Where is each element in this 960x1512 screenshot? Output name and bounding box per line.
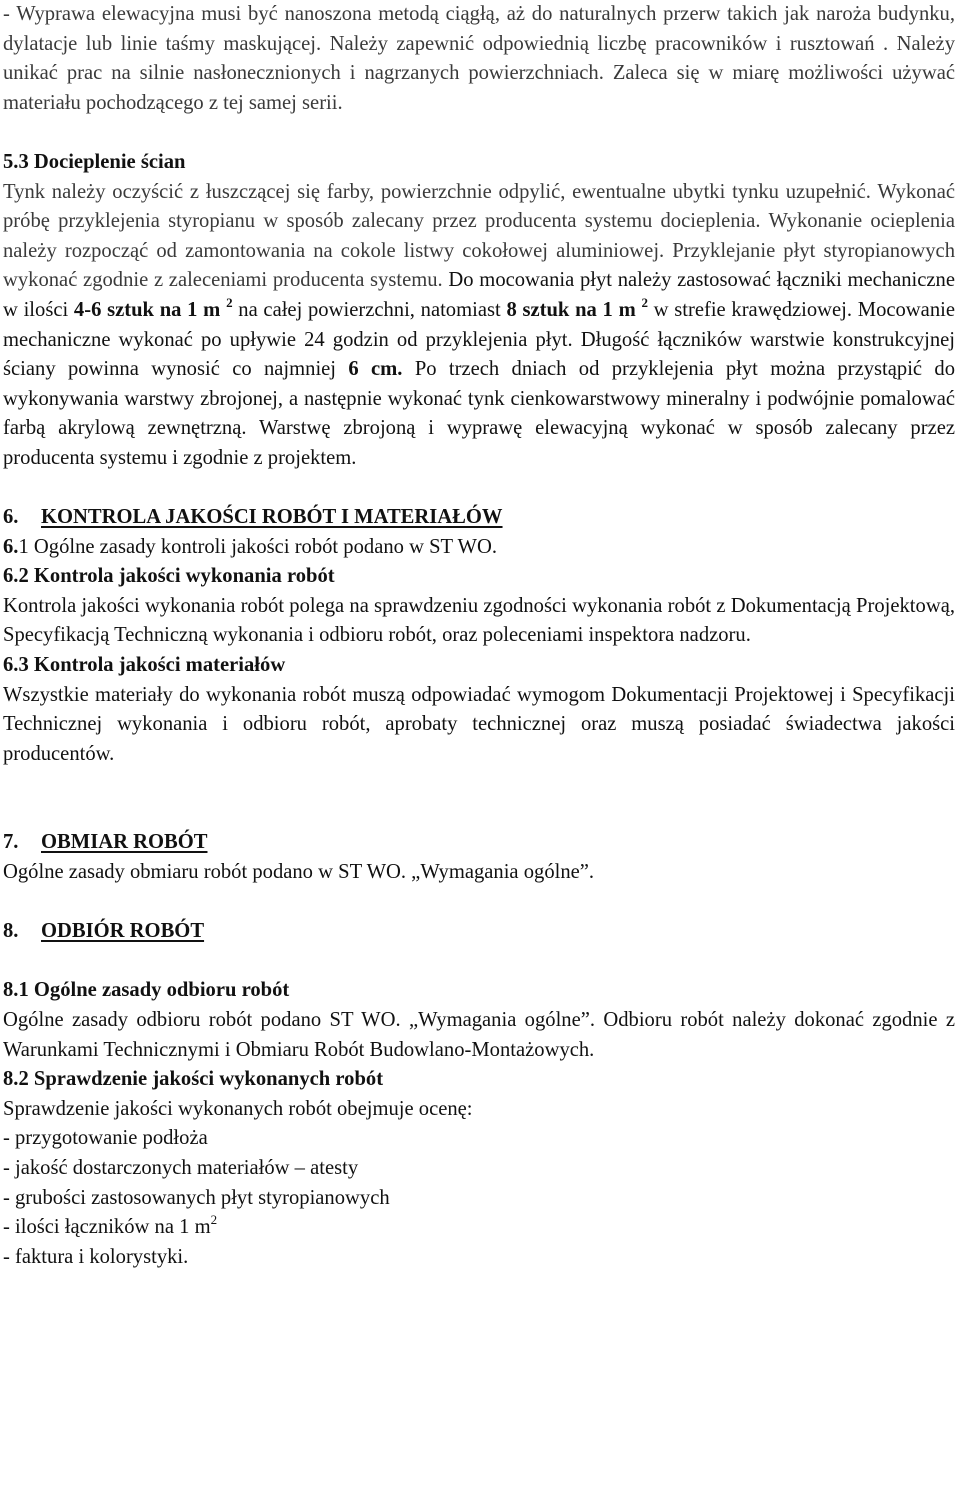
section-title: 1 Ogólne zasady odbioru robót <box>18 979 290 1002</box>
section-8-2-body: Sprawdzenie jakości wykonanych robót obejmuje ocenę: <box>3 1097 473 1120</box>
quantity-highlight: 4-6 sztuk na 1 m $^2$ <box>73 294 233 321</box>
spacer <box>3 474 955 504</box>
section-title: 2 Kontrola jakości wykonania robót <box>18 565 335 588</box>
section-7-heading <box>3 828 955 858</box>
min-length-highlight: 6 cm. <box>348 358 403 381</box>
check-list <box>3 1124 955 1272</box>
document-page <box>3 0 955 1272</box>
body-text: Po trzech dniach od przyklejenia płyt można przystąpić do wykonywania warstwy zbrojonej, a następnie wykonać tynk cienkowarstwowy mineralny i podwójnie pomalować farbą akrylową zewnętrzną. Warstwę zbrojoną i wyprawę elewacyjną wykonać w sposób zalecany przez producenta systemu i zgodnie z projektem. <box>3 358 955 469</box>
section-number: 6. <box>3 535 19 558</box>
list-item: - faktura i kolorystyki. <box>3 1245 189 1268</box>
section-6-1 <box>3 533 955 563</box>
section-title: ODBIÓR ROBÓT <box>41 920 205 943</box>
spacer <box>3 888 955 918</box>
body-text: w strefie krawędziowej. Mocowanie mechaniczne wykonać po upływie 24 godzin od przyklejenia płyt. Długość łączników warstwie konstrukcyjnej ściany powinna wynosić co najmniej <box>3 298 955 381</box>
section-5-3-body <box>3 178 955 474</box>
section-8-2-heading <box>3 1065 955 1095</box>
section-title: 3 Kontrola jakości materiałów <box>18 654 286 677</box>
body-text: Do mocowania płyt należy zastosować łączniki mechaniczne w ilości <box>3 269 955 321</box>
section-6-2-body: Kontrola jakości wykonania robót polega na sprawdzeniu zgodności wykonania robót z Dokumentacją Projektową, Specyfikacją Techniczną wykonania i odbioru robót, oraz poleceniami inspektora nadzoru. <box>3 594 955 647</box>
section-title: OBMIAR ROBÓT <box>41 831 208 854</box>
section-8-1-body: Ogólne zasady odbioru robót podano ST WO. „Wymagania ogólne”. Odbioru robót należy dokonać zgodnie z Warunkami Technicznymi i Obmiaru Robót Budowlano-Montażowych. <box>3 1009 955 1061</box>
section-number: 8. <box>3 1068 19 1091</box>
list-item: - przygotowanie podłoża <box>3 1127 208 1150</box>
section-8-1-heading <box>3 976 955 1006</box>
section-number: 5. <box>3 150 19 173</box>
section-number: 8. <box>3 979 19 1002</box>
intro-paragraph: - Wyprawa elewacyjna musi być nanoszona metodą ciągłą, aż do naturalnych przerw takich jak naroża budynku, dylatacje lub linie taśmy maskującej. Należy zapewnić odpowiednią liczbę pracowników i rusztowań . Należy unikać prac na silnie nasłonecznionych i nagrzanych powierzchniach. Zaleca się w miarę możliwości używać materiału pochodzącego z tej samej serii. <box>3 3 955 114</box>
body-text: Tynk należy oczyścić z łuszczącej się farby, powierzchnie odpylić, ewentualne ubytki tynku uzupełnić. Wykonać próbę przyklejenia styropianu w sposób zalecany przez producenta systemu docieplenia. <box>3 180 955 233</box>
body-text: Wykonanie ocieplenia należy rozpocząć od zamontowania na cokole listwy cokołowej aluminiowej. Przyklejanie płyt styropianowych wykonać zgodnie z zaleceniami producenta systemu. <box>3 210 956 292</box>
section-number: 7. <box>3 831 19 854</box>
list-item: - grubości zastosowanych płyt styropianowych <box>3 1186 390 1209</box>
section-title: KONTROLA JAKOŚCI ROBÓT I MATERIAŁÓW <box>41 506 503 529</box>
section-number: 6. <box>3 565 19 588</box>
section-title: 2 Sprawdzenie jakości wykonanych robót <box>18 1068 384 1091</box>
section-number: 6. <box>3 506 19 529</box>
section-number: 6. <box>3 654 19 677</box>
section-7-body: Ogólne zasady obmiaru robót podano w ST WO. „Wymagania ogólne”. <box>3 861 595 884</box>
spacer <box>3 118 955 148</box>
section-6-2-heading <box>3 562 955 592</box>
body-text: 1 Ogólne zasady kontroli jakości robót podano w ST WO. <box>18 535 497 558</box>
section-5-3-heading <box>3 148 955 178</box>
spacer <box>3 947 955 977</box>
section-title: 3 Docieplenie ścian <box>18 150 186 173</box>
quantity-highlight: 8 sztuk na 1 m $^2$ <box>506 294 648 321</box>
body-text: na całej powierzchni, natomiast <box>238 298 501 321</box>
section-6-3-body: Wszystkie materiały do wykonania robót muszą odpowiadać wymogom Dokumentacji Projektowej i Specyfikacji Technicznej wykonania i odbioru robót, aprobaty technicznej oraz muszą posiadać świadectwa jakości producentów. <box>3 683 955 765</box>
section-6-3-heading <box>3 651 955 681</box>
section-8-heading <box>3 917 955 947</box>
list-item: - ilości łączników na 1 $m^2$ <box>3 1212 218 1239</box>
list-item: - jakość dostarczonych materiałów – atesty <box>3 1156 359 1179</box>
section-number: 8. <box>3 920 19 943</box>
section-6-heading <box>3 503 955 533</box>
spacer <box>3 769 955 828</box>
